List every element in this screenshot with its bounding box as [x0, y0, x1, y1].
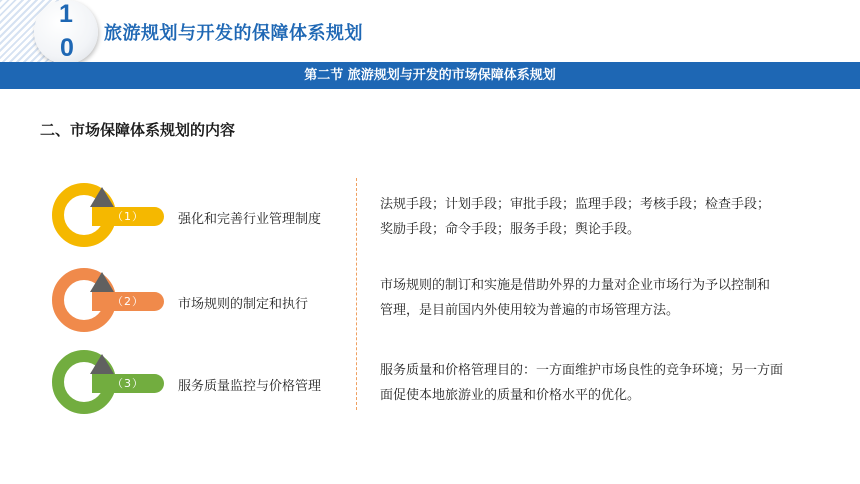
sub-heading: 二、市场保障体系规划的内容 — [40, 121, 236, 139]
dashed-divider — [356, 178, 357, 410]
description-3 — [380, 358, 820, 408]
list-item-1 — [0, 183, 360, 263]
list-item-2 — [0, 268, 360, 348]
triangle-icon — [90, 187, 114, 207]
description-line: 面促使本地旅游业的质量和价格水平的优化。 — [380, 388, 641, 403]
description-line: 市场规则的制订和实施是借助外界的力量对企业市场行为予以控制和 — [380, 278, 771, 293]
item-label: 服务质量监控与价格管理 — [178, 379, 322, 394]
item-label: 强化和完善行业管理制度 — [178, 212, 322, 227]
list-item-3 — [0, 350, 360, 430]
badge-number: （3） — [112, 377, 144, 390]
description-line: 服务质量和价格管理目的：一方面维护市场良性的竞争环境；另一方面 — [380, 363, 784, 378]
badge-number: （2） — [112, 295, 144, 308]
triangle-icon — [90, 272, 114, 292]
section-title: 第二节 旅游规划与开发的市场保障体系规划 — [304, 68, 556, 83]
description-line: 奖励手段；命令手段；服务手段；舆论手段。 — [380, 222, 641, 237]
description-1 — [380, 192, 820, 242]
description-line: 法规手段；计划手段；审批手段；监理手段；考核手段；检查手段； — [380, 197, 771, 212]
item-label: 市场规则的制定和执行 — [178, 297, 309, 312]
chapter-number-digit-2: 0 — [60, 34, 74, 62]
triangle-icon — [90, 354, 114, 374]
badge-number: （1） — [112, 210, 144, 223]
chapter-number-digit-1: 1 — [59, 0, 73, 28]
chapter-title: 旅游规划与开发的保障体系规划 — [104, 23, 363, 44]
section-bar — [0, 62, 860, 89]
description-line: 管理，是目前国内外使用较为普遍的市场管理方法。 — [380, 303, 680, 318]
description-2 — [380, 273, 820, 323]
